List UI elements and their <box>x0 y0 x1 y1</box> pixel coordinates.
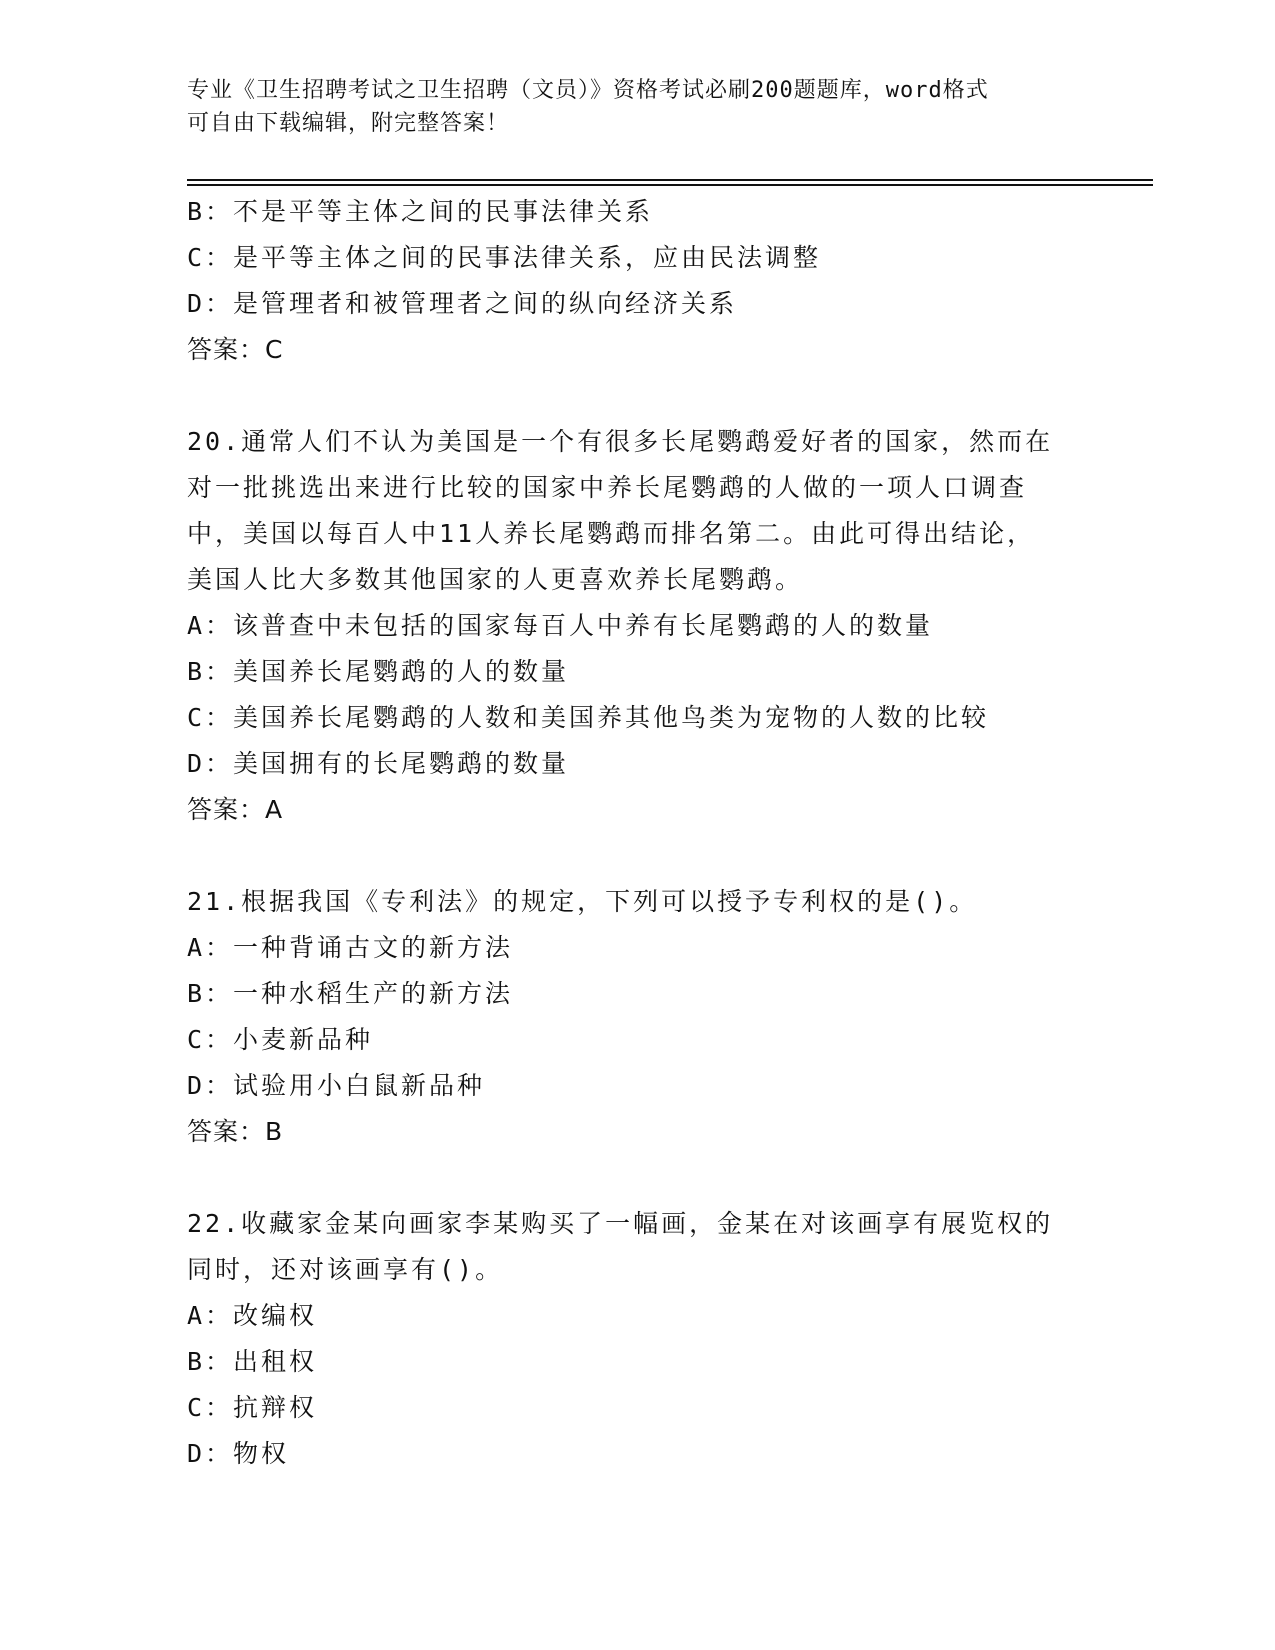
option-d: D：试验用小白鼠新品种 <box>187 1071 486 1100</box>
question-stem: 21.根据我国《专利法》的规定，下列可以授予专利权的是()。 <box>187 887 978 916</box>
answer-line: 答案：A <box>187 795 284 824</box>
option-a: A：改编权 <box>187 1301 318 1330</box>
answer-line: 答案：B <box>187 1117 284 1146</box>
question-21 <box>187 879 1087 1155</box>
answer-line: 答案：C <box>187 335 284 364</box>
header-line-2: 可自由下载编辑，附完整答案！ <box>187 111 510 136</box>
header-divider-bottom <box>187 184 1153 186</box>
option-b: B：一种水稻生产的新方法 <box>187 979 514 1008</box>
option-d: D：是管理者和被管理者之间的纵向经济关系 <box>187 289 738 318</box>
header-line-1: 专业《卫生招聘考试之卫生招聘（文员）》资格考试必刷200题题库，word格式 <box>187 78 989 103</box>
option-d: D：美国拥有的长尾鹦鹉的数量 <box>187 749 570 778</box>
question-spacer <box>187 1155 1087 1201</box>
question-content <box>187 189 1087 1477</box>
question-stem: 对一批挑选出来进行比较的国家中养长尾鹦鹉的人做的一项人口调查 <box>187 473 1028 502</box>
question-stem: 20.通常人们不认为美国是一个有很多长尾鹦鹉爱好者的国家，然而在 <box>187 427 1054 456</box>
question-19-tail <box>187 189 1087 373</box>
question-stem: 同时，还对该画享有()。 <box>187 1255 504 1284</box>
header-divider-top <box>187 179 1153 181</box>
option-b: B：不是平等主体之间的民事法律关系 <box>187 197 654 226</box>
document-header <box>187 74 1087 140</box>
option-c: C：抗辩权 <box>187 1393 318 1422</box>
question-stem: 美国人比大多数其他国家的人更喜欢养长尾鹦鹉。 <box>187 565 804 594</box>
question-20 <box>187 419 1087 833</box>
option-d: D：物权 <box>187 1439 290 1468</box>
question-stem: 22.收藏家金某向画家李某购买了一幅画，金某在对该画享有展览权的 <box>187 1209 1054 1238</box>
question-spacer <box>187 833 1087 879</box>
option-c: C：美国养长尾鹦鹉的人数和美国养其他鸟类为宠物的人数的比较 <box>187 703 990 732</box>
question-spacer <box>187 373 1087 419</box>
option-c: C：小麦新品种 <box>187 1025 374 1054</box>
option-b: B：出租权 <box>187 1347 318 1376</box>
option-c: C：是平等主体之间的民事法律关系，应由民法调整 <box>187 243 822 272</box>
option-a: A：该普查中未包括的国家每百人中养有长尾鹦鹉的人的数量 <box>187 611 934 640</box>
question-22 <box>187 1201 1087 1477</box>
question-stem: 中，美国以每百人中11人养长尾鹦鹉而排名第二。由此可得出结论， <box>187 519 1036 548</box>
option-b: B：美国养长尾鹦鹉的人的数量 <box>187 657 570 686</box>
option-a: A：一种背诵古文的新方法 <box>187 933 514 962</box>
